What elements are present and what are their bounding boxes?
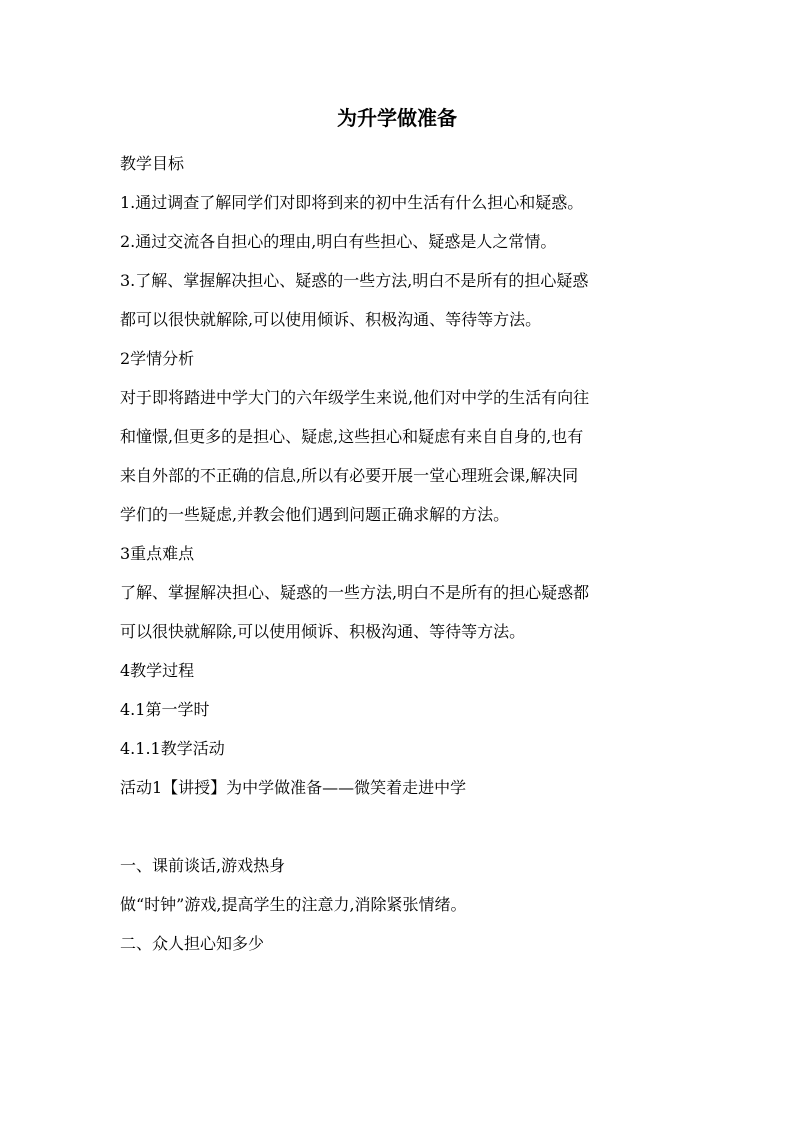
student-analysis-line-1: 对于即将踏进中学大门的六年级学生来说,他们对中学的生活有向往 (120, 388, 590, 407)
student-analysis-line-3: 来自外部的不正确的信息,所以有必要开展一堂心理班会课,解决同 (120, 466, 579, 485)
document-body (120, 144, 680, 963)
step-1-heading: 一、课前谈话,游戏热身 (120, 856, 286, 875)
section-heading-key-points: 3重点难点 (120, 544, 195, 563)
step-2-heading: 二、众人担心知多少 (120, 934, 265, 953)
key-points-line-2: 可以很快就解除,可以使用倾诉、积极沟通、等待等方法。 (120, 622, 526, 641)
activity-1-heading: 活动1【讲授】为中学做准备——微笑着走进中学 (120, 778, 467, 797)
subsection-first-period: 4.1第一学时 (120, 700, 210, 719)
student-analysis-line-2: 和憧憬,但更多的是担心、疑虑,这些担心和疑虑有来自自身的,也有 (120, 427, 584, 446)
key-points-line-1: 了解、掌握解决担心、疑惑的一些方法,明白不是所有的担心疑惑都 (120, 583, 590, 602)
blank-line (120, 807, 680, 846)
subsection-teaching-activities: 4.1.1教学活动 (120, 739, 225, 758)
goal-item-2: 2.通过交流各自担心的理由,明白有些担心、疑惑是人之常情。 (120, 232, 557, 251)
student-analysis-line-4: 学们的一些疑虑,并教会他们遇到问题正确求解的方法。 (120, 505, 510, 524)
document-title: 为升学做准备 (337, 106, 457, 130)
goal-item-3-line-1: 3.了解、掌握解决担心、疑惑的一些方法,明白不是所有的担心疑惑 (120, 271, 589, 290)
goal-item-1: 1.通过调查了解同学们对即将到来的初中生活有什么担心和疑惑。 (120, 193, 584, 212)
section-heading-teaching-goals: 教学目标 (120, 154, 185, 173)
section-heading-student-analysis: 2学情分析 (120, 349, 195, 368)
goal-item-3-line-2: 都可以很快就解除,可以使用倾诉、积极沟通、等待等方法。 (120, 310, 542, 329)
section-heading-teaching-process: 4教学过程 (120, 661, 195, 680)
step-1-description: 做“时钟”游戏,提高学生的注意力,消除紧张情绪。 (120, 895, 467, 914)
